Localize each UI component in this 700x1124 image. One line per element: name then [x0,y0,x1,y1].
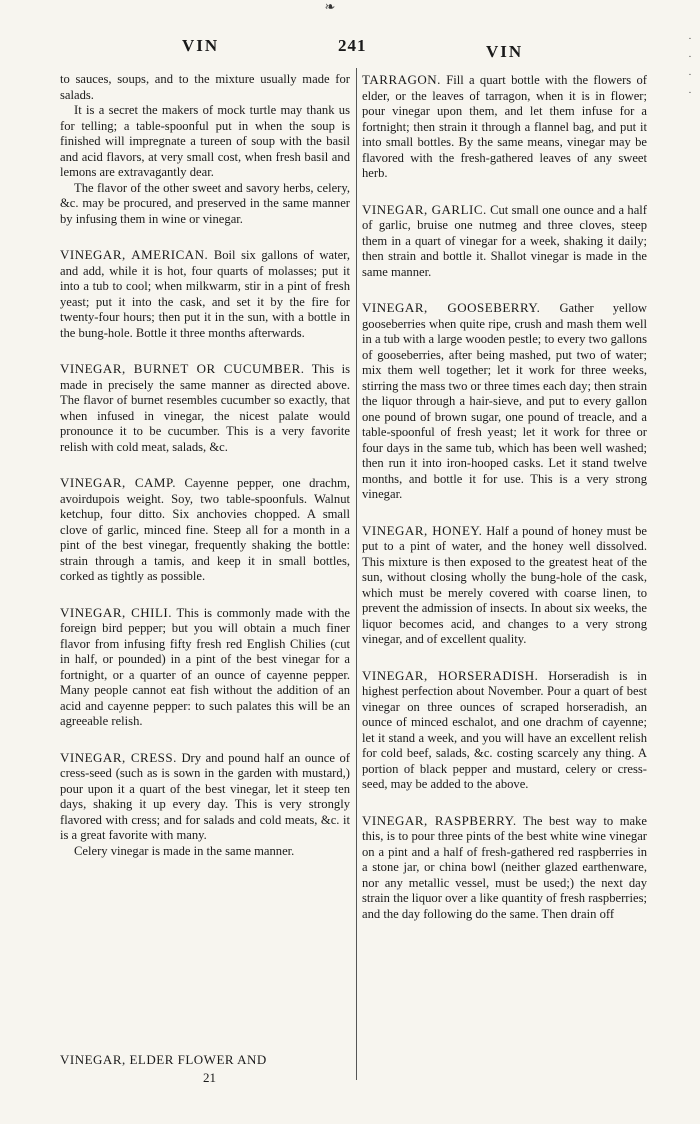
entry-text: The best way to make this, is to pour three pints of the best white wine vinegar on a pint and a half of fresh-gathered red raspberries in a stone jar, or china bowl (neither glazed earthenware, nor any metallic vessel, must be used;) the next day strain the liquor over a like quantity of fresh raspberries; and the day following do the same. Then drain off [362,813,647,921]
entry-vinegar-garlic [362,202,647,281]
entry-heading: VINEGAR, GARLIC. [362,201,487,217]
entry-text: This is made in precisely the same manner as directed above. The flavor of burnet resembles cucumber so exactly, that when infused in vinegar, the nicest palate would pronounce it to be cucumber. This is a very favorite relish with cold meat, salads, &c. [60,362,350,454]
entry-vinegar-horseradish [362,668,647,793]
entry-tarragon [362,72,647,182]
continuation-paragraph: The flavor of the other sweet and savory herbs, celery, &c. may be procured, and preserved in the same manner by infusing them in wine or vinegar. [60,180,350,226]
entry-heading: VINEGAR, AMERICAN. [60,247,209,262]
entry-heading: VINEGAR, RASPBERRY. [362,812,517,828]
entry-vinegar-cress [60,750,350,860]
header-left: VIN [182,36,220,55]
entry-text: Horseradish is in highest perfection about November. Pour a quart of best vinegar on three ounces of scraped horseradish, an ounce of minced eschalot, and one drachm of cayenne; let it stand a week, and you will have an excellent relish for cold beef, salads, &c. costing scarcely any thing. A portion of black pepper and mustard, celery or cress-seed, may be added to the above. [362,668,647,791]
tail-heading: VINEGAR, ELDER FLOWER AND [60,1052,267,1067]
entry-vinegar-chili [60,605,350,730]
entry-heading: VINEGAR, BURNET OR CUCUMBER. [60,361,305,376]
entry-heading: VINEGAR, CRESS. [60,749,177,765]
entry-vinegar-burnet [60,361,350,455]
signature-mark: 21 [203,1070,216,1085]
entry-text: Boil six gallons of water, and add, while it is hot, four quarts of molasses; put it into a tub to cool; when milkwarm, stir in a pint of fresh yeast; put it into the cask, and set it by the fire for twenty-four hours; then put it in the sun, with a bottle in the bung-hole. Bottle it three months afterwards. [60,248,350,340]
entry-heading: VINEGAR, HONEY. [362,522,483,538]
page-number: 241 [338,36,367,55]
entry-text: Gather yellow gooseberries when quite ripe, crush and mash them well in a tub with a large wooden pestle; to every two gallons of gooseberries, after being mashed, put two of water; mix them well together; let it work for three weeks, stirring the mass two or three times each day; then strain the liquor through a hair-sieve, and put to every gallon one pound of brown sugar, one pound of treacle, and a table-spoonful of fresh yeast; let it work for three or four days in the same tub, which has been well washed; then run it into iron-hooped casks. Let it stand twelve months, and bottle it for use. This is a very strong vinegar. [362,301,647,501]
entry-text: Half a pound of honey must be put to a pint of water, and the honey well dissolved. This mixture is then exposed to the greatest heat of the sun, without closing wholly the bung-hole of the cask, which must be merely covered with coarse linen, to prevent the admission of insects. In about six weeks, the liquor becomes acid, and changes to a very strong vinegar, and of excellent quality. [362,523,647,646]
entry-vinegar-honey [362,523,647,648]
page-edge-specks: · · · · [688,33,692,99]
entry-vinegar-gooseberry [362,300,647,503]
entry-heading: VINEGAR, HORSERADISH. [362,667,539,683]
continuation-paragraph: It is a secret the makers of mock turtle may thank us for telling; a table-spoonful put in when the soup is finished will impregnate a tureen of soup with the basil and acid flavors, at very small cost, when fresh basil and lemons are extravagantly dear. [60,103,350,179]
running-header [0,36,700,60]
entry-text: Dry and pound half an ounce of cress-seed (such as is sown in the garden with mustard,) pour upon it a quart of the best vinegar, let it steep ten days, shaking it up every day. This is very strongly flavored with cress; and for salads and cold meats, &c. it is a great favorite with many. [60,750,350,842]
left-column [60,72,350,859]
entry-text: This is commonly made with the foreign bird pepper; but you will obtain a much finer flavor from infusing fifty fresh red English Chilies (cut in half, or pounded) in a pint of the best vinegar for a fortnight, or a quarter of an ounce of cayenne pepper. Many people cannot eat fish without the addition of an acid and cayenne pepper: to such palates this will be an agreeable relish. [60,605,351,728]
entry-heading: VINEGAR, CAMP. [60,475,176,490]
continuation-paragraph: to sauces, soups, and to the mixture usually made for salads. [60,72,350,102]
right-column [362,72,647,922]
entry-text: Cayenne pepper, one drachm, avoirdupois weight. Soy, two table-spoonfuls. Walnut ketchup, four ditto. Six anchovies chopped. A small clove of garlic, minced fine. Steep all for a month in a pint of the best vinegar, frequently shaking the bottle: strain through a tamis, and keep it in small bottles, corked as tightly as possible. [60,476,350,583]
header-right: VIN [486,42,524,61]
entry-vinegar-american [60,247,350,341]
entry-heading: TARRAGON. [362,72,441,87]
top-ornament: ❧ [324,0,336,14]
entry-heading: VINEGAR, CHILI. [60,604,173,620]
entry-heading: VINEGAR, GOOSEBERRY. [362,300,541,315]
entry-text: Celery vinegar is made in the same manner. [74,843,295,858]
entry-vinegar-camp [60,475,350,585]
entry-text: Cut small one ounce and a half of garlic, bruise one nutmeg and three cloves, steep them in a quart of vinegar for a week, shaking it daily; then strain and bottle it. Shallot vinegar is made in the same manner. [362,202,648,279]
column-divider [356,68,357,1080]
entry-vinegar-raspberry [362,813,647,923]
entry-text: Fill a quart bottle with the flowers of elder, or the leaves of tarragon, when it is in flower; pour vinegar upon them, and let them infuse for a fortnight; then strain it through a flannel bag, and put it into small bottles. By the same means, vinegar may be flavored with the fresh-gathered leaves of any sweet herb. [362,73,647,180]
